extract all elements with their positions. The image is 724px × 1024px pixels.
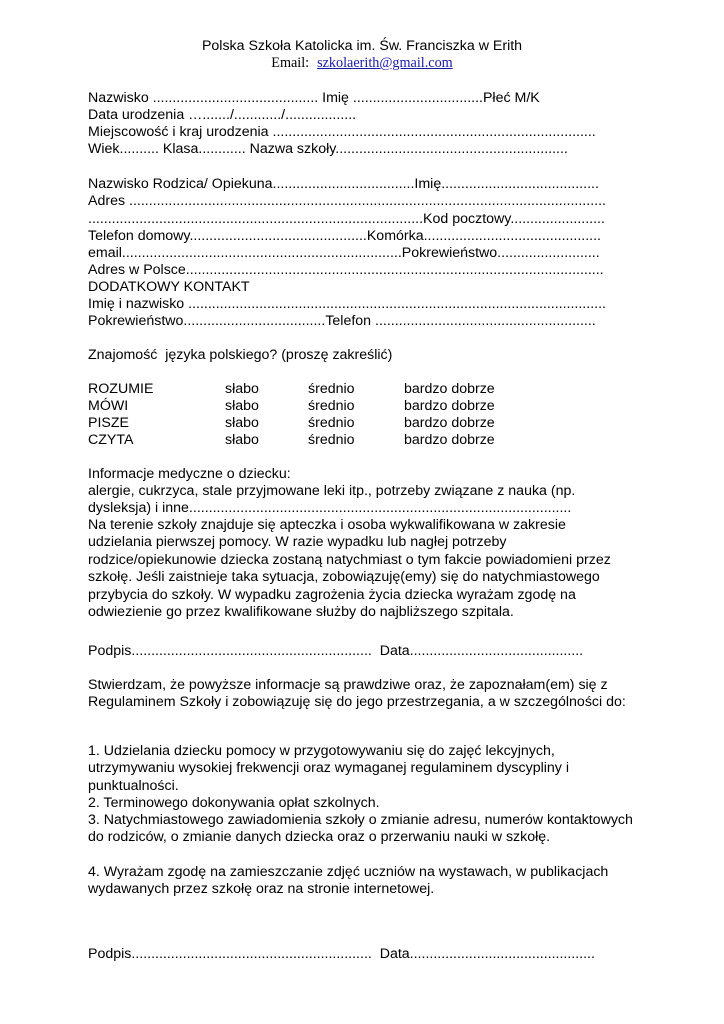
skill-label: PISZE [88,415,129,431]
option-mid[interactable]: średnio [308,415,355,431]
option-high[interactable]: bardzo dobrze [404,415,495,431]
field-medical-info[interactable]: dysleksja) i inne................................................................................................. [88,500,572,516]
language-row-understands [88,381,648,398]
option-low[interactable]: słabo [225,398,259,414]
field-email-relationship[interactable]: email.......................................................................Pokrewieństwo.......................... [88,245,600,261]
field-parent-name[interactable]: Nazwisko Rodzica/ Opiekuna....................................Imię........................................ [88,176,599,192]
option-mid[interactable]: średnio [308,398,355,414]
school-email-line [0,55,724,72]
language-row-speaks [88,398,648,415]
language-question: Znajomość języka polskiego? (proszę zakreślić) [88,347,393,363]
option-mid[interactable]: średnio [308,432,355,448]
declaration-item-4: 4. Wyrażam zgodę na zamieszczanie zdjęć uczniów na wystawach, w publikacjach wydawanych przez szkołę oraz na stronie internetowej. [88,864,609,898]
signature-date-line-2[interactable]: Podpis............................................................. Data............................................... [88,946,595,962]
field-contact-relationship-phone[interactable]: Pokrewieństwo....................................Telefon ........................................................ [88,313,596,329]
declaration-intro: Stwierdzam, że powyższe informacje są prawdziwe oraz, że zapoznałam(em) się z Regulaminem Szkoły i zobowiązuję się do jego przestrzegania, a w szczególności do: [88,677,626,711]
option-high[interactable]: bardzo dobrze [404,398,495,414]
skill-label: MÓWI [88,398,129,414]
option-low[interactable]: słabo [225,415,259,431]
school-email-link[interactable]: szkolaerith@gmail.com [317,55,453,71]
medical-heading: Informacje medyczne o dziecku: [88,466,291,482]
field-contact-name[interactable]: Imię i nazwisko .......................................................................................................... [88,296,606,312]
language-row-writes [88,415,648,432]
school-title: Polska Szkoła Katolicka im. Św. Franciszka w Erith [201,38,523,54]
skill-label: CZYTA [88,432,134,448]
extra-contact-heading: DODATKOWY KONTAKT [88,279,250,295]
field-date-of-birth[interactable]: Data urodzenia …......./............/.................. [88,107,357,123]
option-mid[interactable]: średnio [308,381,355,397]
field-home-phone-mobile[interactable]: Telefon domowy.............................................Komórka............................................. [88,228,601,244]
signature-date-line-1[interactable]: Podpis............................................................. Data............................................ [88,643,584,659]
declaration-item-2: 2. Terminowego dokonywania opłat szkolnych. [88,795,380,811]
first-aid-paragraph: Na terenie szkoły znajduje się apteczka i osoba wykwalifikowana w zakresie udzielania pierwszej pomocy. W razie wypadku lub nagłej potrzeby rodzice/opiekunowie dziecka zostaną natychmiast o tym fakcie powiadomieni przez szkołę. Jeśli zaistnieje taka sytuacja, zobowiązuję(emy) się do natychmiastowego przybycia do szkoły. W wypadku zagrożenia życia dziecka wyrażam zgodę na odwiezienie go przez kwalifikowane służby do najbliższego szpitala. [88,517,611,621]
field-address-in-poland[interactable]: Adres w Polsce.......................................................................................................... [88,262,604,278]
field-birthplace[interactable]: Miejscowość i kraj urodzenia .................................................................................. [88,124,596,140]
language-row-reads [88,432,648,449]
declaration-item-3: 3. Natychmiastowego zawiadomienia szkoły o zmianie adresu, numerów kontaktowych do rodziców, o zmianie danych dziecka oraz o przerwaniu nauki w szkołę. [88,812,633,846]
option-high[interactable]: bardzo dobrze [404,381,495,397]
skill-label: ROZUMIE [88,381,154,397]
option-high[interactable]: bardzo dobrze [404,432,495,448]
field-address[interactable]: Adres ......................................................................................................................... [88,193,606,209]
field-address-postcode[interactable]: .....................................................................................Kod pocztowy........................ [88,211,605,227]
field-surname-name-sex[interactable]: Nazwisko .......................................... Imię .................................Płeć M/K [88,90,540,106]
option-low[interactable]: słabo [225,381,259,397]
declaration-item-1: 1. Udzielania dziecku pomocy w przygotowywaniu się do zajęć lekcyjnych, utrzymywaniu wysokiej frekwencji oraz wymaganej regulaminem dyscypliny i punktualności. [88,743,569,794]
option-low[interactable]: słabo [225,432,259,448]
medical-info-line: alergie, cukrzyca, stale przyjmowane leki itp., potrzeby związane z nauka (np. [88,483,576,499]
field-age-class-school[interactable]: Wiek.......... Klasa............ Nazwa szkoły........................................................... [88,141,568,157]
email-label: Email: [271,55,310,71]
